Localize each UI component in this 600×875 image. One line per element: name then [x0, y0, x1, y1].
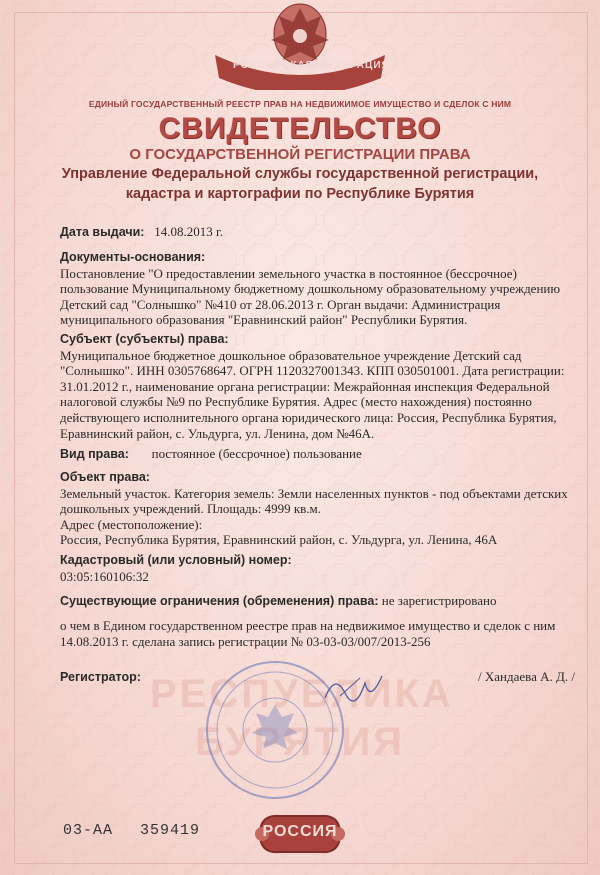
documents-section [60, 250, 580, 328]
subject-text: Муниципальное бюджетное дошкольное образовательное учреждение Детский сад "Солнышко". ИНН 0305768647. ОГРН 1120327001343. КПП 030501001. Дата регистрации: 31.01.2012 г., наименование органа регистрации: Межрайонная инспекция Федеральной налоговой службы №9 по Республике Бурятия. Адрес (место нахождения) постоянно действующего исполнительного органа юридического лица: Россия, Республика Бурятия, Еравнинский район, с. Ульдурга, ул. Ленина, дом №46А. [60, 347, 565, 441]
russia-badge [250, 808, 350, 860]
registrar-name: / Хандаева А. Д. / [478, 669, 575, 684]
documents-text: Постановление "О предоставлении земельного участка в постоянное (бессрочное) пользование Муниципальному бюджетному дошкольному образовательному учреждению Детский сад "Солнышко" №410 от 28.06.2013 г. Орган выдачи: Администрация муниципального образования "Еравнинский район" Республики Бурятия. [60, 265, 561, 328]
agency-line-1: Управление Федеральной службы государственной регистрации, [61, 166, 539, 182]
emblem-ribbon-right: ФЕДЕРАЦИЯ [317, 60, 390, 71]
registry-header: ЕДИНЫЙ ГОСУДАРСТВЕННЫЙ РЕЕСТР ПРАВ НА НЕДВИЖИМОЕ ИМУЩЕСТВО И СДЕЛОК С НИМ [88, 99, 512, 109]
record-text: о чем в Едином государственном реестре прав на недвижимое имущество и сделок с ним 14.08.2013 г. сделана запись регистрации № 03-03-03/007/2013-256 [60, 618, 556, 649]
object-text: Земельный участок. Категория земель: Земли населенных пунктов - под объектами детских дошкольных учреждений. Площадь: 4999 кв.м. [60, 485, 568, 517]
issue-date-row [60, 224, 580, 241]
page-title: СВИДЕТЕЛЬСТВО [158, 112, 442, 145]
object-address-label: Адрес (местоположение): [60, 516, 203, 532]
right-type-row [60, 446, 580, 463]
restrictions-label: Существующие ограничения (обременения) права: [60, 594, 379, 608]
object-section [60, 470, 580, 548]
registrar-label: Регистратор: [60, 670, 141, 684]
subject-label: Субъект (субъекты) права: [60, 332, 229, 346]
issue-date-value: 14.08.2013 г. [154, 224, 224, 239]
page-subtitle: О ГОСУДАРСТВЕННОЙ РЕГИСТРАЦИИ ПРАВА [129, 146, 471, 163]
state-emblem [205, 0, 395, 90]
subject-section [60, 332, 580, 441]
cadastral-value: 03:05:160106:32 [60, 568, 149, 584]
documents-label: Документы-основания: [60, 250, 206, 264]
agency-line-2: кадастра и картографии по Республике Бурятия [125, 186, 475, 202]
russia-badge-text: РОССИЯ [262, 823, 338, 840]
watermark-line-1: РЕСПУБЛИКА [150, 672, 454, 716]
object-label: Объект права: [60, 470, 150, 484]
right-type-label: Вид права: [60, 447, 129, 461]
watermark-line-2: БУРЯТИЯ [195, 720, 406, 764]
official-seal [200, 655, 350, 805]
cadastral-label: Кадастровый (или условный) номер: [60, 553, 292, 567]
issue-date-label: Дата выдачи: [60, 225, 145, 239]
serial-number: 359419 [140, 822, 201, 839]
agency-name [0, 164, 600, 204]
right-type-value: постоянное (бессрочное) пользование [151, 446, 362, 461]
cadastral-section [60, 553, 580, 584]
object-address: Россия, Республика Бурятия, Еравнинский район, с. Ульдурга, ул. Ленина, 46А [60, 532, 498, 548]
restrictions-row [60, 593, 580, 610]
emblem-ribbon-left: РОССИЙСКАЯ [233, 60, 314, 71]
restrictions-value: не зарегистрировано [381, 593, 497, 608]
series-code: 03-АА [63, 822, 114, 839]
